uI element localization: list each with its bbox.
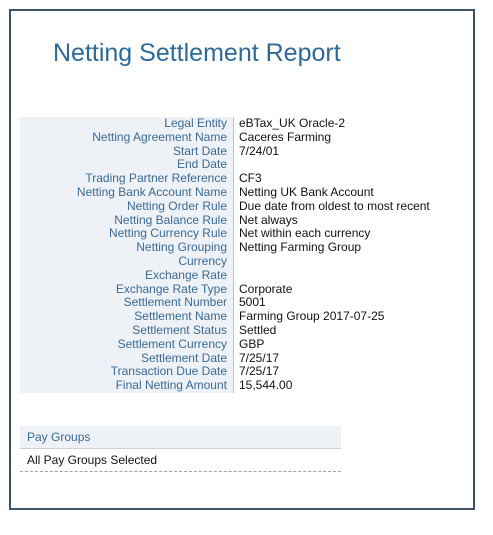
pay-groups-section bbox=[20, 426, 341, 472]
detail-value: 5001 bbox=[234, 296, 460, 310]
detail-value: Netting UK Bank Account bbox=[234, 186, 460, 200]
detail-row-legal-entity bbox=[20, 117, 459, 131]
detail-value: Corporate bbox=[234, 283, 460, 297]
detail-row-netting-order-rule bbox=[20, 200, 459, 214]
detail-label: Netting Grouping bbox=[20, 241, 234, 255]
detail-row-netting-currency-rule bbox=[20, 227, 459, 241]
detail-row-end-date bbox=[20, 158, 459, 172]
detail-value bbox=[234, 158, 460, 172]
detail-value: Due date from oldest to most recent bbox=[234, 200, 460, 214]
detail-row-netting-grouping bbox=[20, 241, 459, 255]
detail-row-settlement-date bbox=[20, 352, 459, 366]
detail-label: Settlement Date bbox=[20, 352, 234, 366]
detail-row-exchange-rate-type bbox=[20, 283, 459, 297]
detail-row-currency bbox=[20, 255, 459, 269]
detail-label: Settlement Name bbox=[20, 310, 234, 324]
detail-value: Settled bbox=[234, 324, 460, 338]
pay-groups-header: Pay Groups bbox=[20, 426, 341, 449]
detail-row-netting-agreement-name bbox=[20, 131, 459, 145]
detail-label: Settlement Status bbox=[20, 324, 234, 338]
settlement-details-table bbox=[20, 117, 459, 393]
detail-value: 7/24/01 bbox=[234, 145, 460, 159]
detail-row-settlement-name bbox=[20, 310, 459, 324]
detail-row-trading-partner-reference bbox=[20, 172, 459, 186]
detail-label: Netting Agreement Name bbox=[20, 131, 234, 145]
detail-value bbox=[234, 269, 460, 283]
detail-label: Final Netting Amount bbox=[20, 379, 234, 393]
detail-value: Net always bbox=[234, 214, 460, 228]
detail-row-settlement-number bbox=[20, 296, 459, 310]
detail-value: 7/25/17 bbox=[234, 365, 460, 379]
detail-row-netting-bank-account-name bbox=[20, 186, 459, 200]
detail-value: Netting Farming Group bbox=[234, 241, 460, 255]
detail-label: Start Date bbox=[20, 145, 234, 159]
detail-row-final-netting-amount bbox=[20, 379, 459, 393]
detail-label: Currency bbox=[20, 255, 234, 269]
detail-label: Legal Entity bbox=[20, 117, 234, 131]
detail-value: GBP bbox=[234, 338, 460, 352]
detail-row-start-date bbox=[20, 145, 459, 159]
detail-label: End Date bbox=[20, 158, 234, 172]
detail-label: Netting Balance Rule bbox=[20, 214, 234, 228]
pay-groups-row: All Pay Groups Selected bbox=[20, 449, 341, 472]
detail-label: Netting Bank Account Name bbox=[20, 186, 234, 200]
detail-row-settlement-status bbox=[20, 324, 459, 338]
detail-value: eBTax_UK Oracle-2 bbox=[234, 117, 460, 131]
detail-label: Exchange Rate bbox=[20, 269, 234, 283]
detail-value: Net within each currency bbox=[234, 227, 460, 241]
detail-label: Netting Order Rule bbox=[20, 200, 234, 214]
detail-value: 7/25/17 bbox=[234, 352, 460, 366]
detail-value: Caceres Farming bbox=[234, 131, 460, 145]
detail-value: Farming Group 2017-07-25 bbox=[234, 310, 460, 324]
detail-label: Trading Partner Reference bbox=[20, 172, 234, 186]
detail-label: Settlement Currency bbox=[20, 338, 234, 352]
detail-label: Transaction Due Date bbox=[20, 365, 234, 379]
detail-label: Settlement Number bbox=[20, 296, 234, 310]
detail-row-netting-balance-rule bbox=[20, 214, 459, 228]
detail-row-settlement-currency bbox=[20, 338, 459, 352]
detail-value bbox=[234, 255, 460, 269]
detail-row-exchange-rate bbox=[20, 269, 459, 283]
detail-label: Netting Currency Rule bbox=[20, 227, 234, 241]
detail-label: Exchange Rate Type bbox=[20, 283, 234, 297]
detail-value: CF3 bbox=[234, 172, 460, 186]
detail-row-transaction-due-date bbox=[20, 365, 459, 379]
detail-value: 15,544.00 bbox=[234, 379, 460, 393]
report-title: Netting Settlement Report bbox=[53, 39, 341, 67]
report-frame bbox=[9, 9, 475, 510]
